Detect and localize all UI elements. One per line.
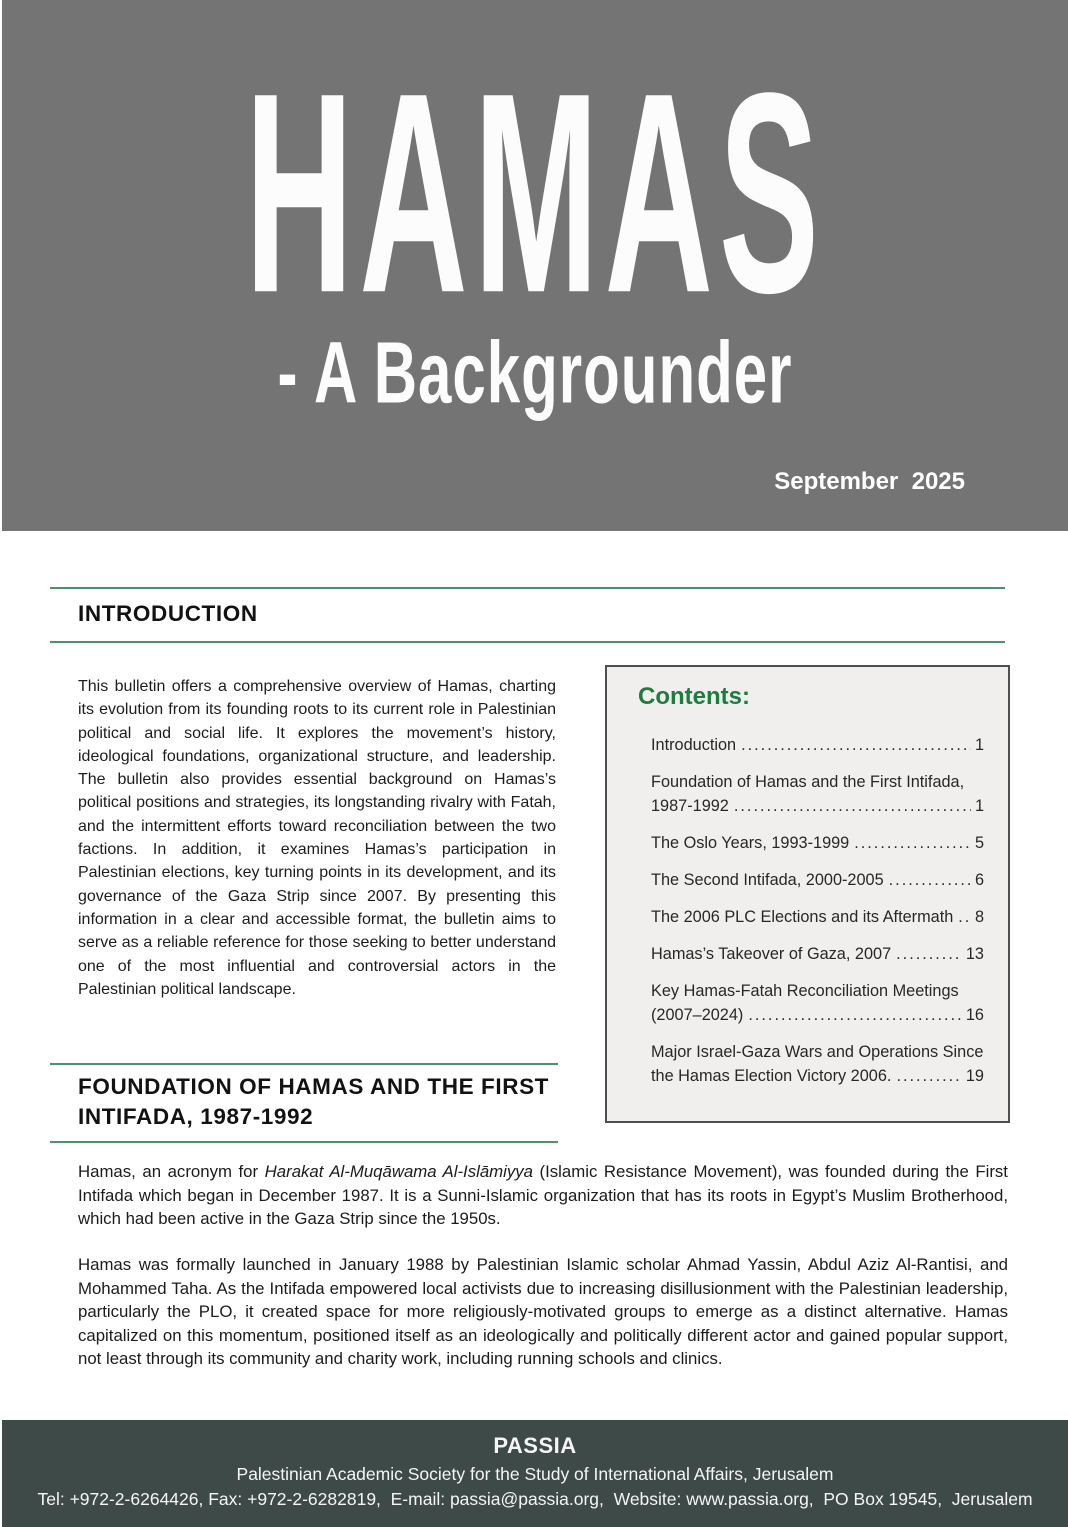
toc-page-number: 6	[974, 871, 984, 889]
toc-entry-first-line: Foundation of Hamas and the First Intifada,	[651, 773, 965, 791]
issue-date: September 2025	[774, 468, 965, 495]
toc-item	[651, 942, 984, 966]
toc-leader-dots	[748, 1003, 962, 1027]
toc-entry-label: Introduction	[651, 736, 737, 754]
toc-page-number: 19	[965, 1067, 984, 1085]
toc-entry-label: The Oslo Years, 1993-1999	[651, 834, 850, 852]
toc-page-number: 16	[965, 1006, 984, 1024]
footer-contact-line: Tel: +972-2-6264426, Fax: +972-2-6282819, E-mail: passia@passia.org, Website: www.passia.org, PO Box 19545, Jerusalem	[37, 1489, 1033, 1509]
toc-entry-label: Hamas’s Takeover of Gaza, 2007	[651, 945, 892, 963]
footer-org-name: PASSIA	[493, 1433, 577, 1458]
foundation-heading-line2: INTIFADA, 1987-1992	[78, 1104, 314, 1129]
toc-item	[651, 770, 984, 818]
introduction-heading-text: INTRODUCTION	[78, 601, 258, 626]
introduction-body-text: This bulletin offers a comprehensive overview of Hamas, charting its evolution from its founding roots to its current role in Palestinian political and social life. It explores the movement’s history, ideological foundations, organizational structure, and leadership. The bulletin also provides essential background on Hamas’s political positions and strategies, its longstanding rivalry with Fatah, and the intermittent efforts toward reconciliation between the two factions. In addition, it examines Hamas’s participation in Palestinian elections, key turning points in its development, and its governance of the Gaza Strip since 2007. By presenting this information in a clear and accessible format, the bulletin aims to serve as a reliable reference for those seeking to better understand one of the most influential and controversial actors in the Palestinian political landscape.	[78, 678, 556, 998]
foundation-paragraph-2: Hamas was formally launched in January 1988 by Palestinian Islamic scholar Ahmad Yassin, Abdul Aziz Al-Rantisi, and Mohammed Taha. As the Intifada empowered local activists due to increasing disillusionment with the Palestinian leadership, particularly the PLO, it created space for more religiously-motivated groups to emerge as a distinct alternative. Hamas capitalized on this momentum, positioned itself as an ideologically and politically different actor and gained popular support, not least through its community and charity work, including running schools and clinics.	[78, 1255, 1008, 1368]
toc-leader-dots	[958, 905, 971, 929]
toc-page-number: 8	[974, 908, 984, 926]
toc-item	[651, 733, 984, 757]
italic-arabic-term: Harakat Al-Muqāwama Al-Islāmiyya	[264, 1162, 533, 1181]
toc-leader-dots	[854, 831, 971, 855]
toc-entry-label: (2007–2024)	[651, 1006, 744, 1024]
page-footer	[2, 1420, 1068, 1527]
toc-leader-dots	[734, 794, 971, 818]
toc-page-number: 13	[965, 945, 984, 963]
section-heading-introduction	[50, 587, 1005, 643]
toc-page-number: 5	[974, 834, 984, 852]
toc-leader-dots	[896, 942, 962, 966]
table-of-contents	[638, 733, 984, 1088]
toc-entry-first-line: Key Hamas-Fatah Reconciliation Meetings	[651, 982, 959, 1000]
toc-page-number: 1	[974, 797, 984, 815]
toc-item	[651, 979, 984, 1027]
toc-item	[651, 905, 984, 929]
cover-header	[2, 0, 1068, 531]
foundation-heading-line1: FOUNDATION OF HAMAS AND THE FIRST	[78, 1074, 550, 1099]
footer-org-description: Palestinian Academic Society for the Study of International Affairs, Jerusalem	[236, 1464, 834, 1484]
toc-entry-label: the Hamas Election Victory 2006.	[651, 1067, 892, 1085]
toc-item	[651, 868, 984, 892]
toc-entry-label: The Second Intifada, 2000-2005	[651, 871, 884, 889]
contents-panel	[605, 665, 1010, 1123]
toc-entry-first-line: Major Israel-Gaza Wars and Operations Since	[651, 1043, 984, 1061]
foundation-paragraph-1	[78, 1160, 1008, 1231]
toc-item	[651, 831, 984, 855]
document-subtitle: - A Backgrounder	[277, 324, 793, 422]
toc-leader-dots	[741, 733, 971, 757]
paragraph-text-after: (Islamic Resistance Movement), was founded during the First Intifada which began in December 1987. It is a Sunni-Islamic organization that has its roots in Egypt’s Muslim Brotherhood, which had been active in the Gaza Strip since the 1950s.	[78, 1162, 1008, 1228]
foundation-heading-text	[78, 1072, 558, 1132]
section-heading-foundation	[50, 1063, 558, 1143]
toc-page-number: 1	[974, 736, 984, 754]
toc-entry-label: 1987-1992	[651, 797, 729, 815]
toc-item	[651, 1040, 984, 1088]
paragraph-text-before: Hamas, an acronym for	[78, 1162, 265, 1181]
contents-title: Contents:	[638, 683, 750, 710]
toc-leader-dots	[889, 868, 971, 892]
document-title: HAMAS	[245, 32, 825, 353]
toc-leader-dots	[896, 1064, 961, 1088]
toc-entry-label: The 2006 PLC Elections and its Aftermath	[651, 908, 954, 926]
